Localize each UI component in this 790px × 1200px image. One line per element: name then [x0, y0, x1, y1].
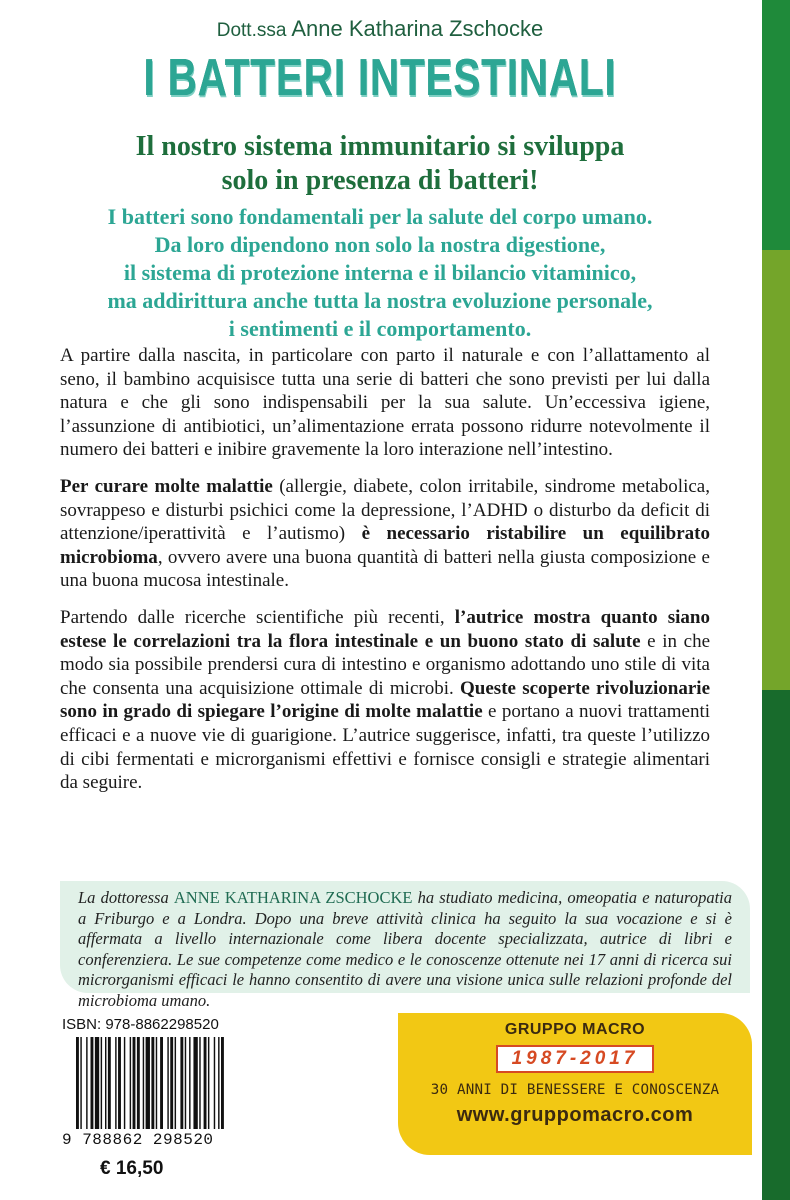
barcode-bar: [80, 1037, 81, 1129]
paragraph-3-text-2: e in che modo sia possibile prendersi cura di intestino e organismo adottando uno stile di vita che consenta una acquisizione ottimale di microbi.: [60, 630, 710, 699]
barcode-bar: [199, 1037, 200, 1129]
barcode-bar: [185, 1037, 186, 1129]
subtitle: [0, 130, 760, 198]
barcode-bar: [156, 1037, 157, 1129]
paragraph-2: [60, 475, 710, 593]
anniversary-years: 1987-2017: [496, 1045, 655, 1073]
barcode-bar: [167, 1037, 168, 1129]
barcode-bar: [101, 1037, 102, 1129]
barcode-bar: [151, 1037, 154, 1129]
paragraph-2-text-2: , ovvero avere una buona quantità di batteri nella giusta composizione e una buona mucosa intestinale.: [60, 546, 710, 592]
paragraph-3: [60, 606, 710, 795]
tagline-line: il sistema di protezione interna e il bilancio vitaminico,: [123, 260, 637, 285]
tagline-line: I batteri sono fondamentali per la salute del corpo umano.: [107, 204, 653, 229]
barcode-bar: [160, 1037, 163, 1129]
barcode-bar: [133, 1037, 136, 1129]
barcode-bar: [130, 1037, 131, 1129]
side-stripe-bottom: [762, 690, 790, 1200]
barcode-bar: [204, 1037, 207, 1129]
barcode-bar: [91, 1037, 94, 1129]
paragraph-2-text-1: (allergie, diabete, colon irritabile, sindrome metabolica, sovrappeso e disturbi psichici come la depressione, l’ADHD o disturbo da deficit di attenzione/iperattività e l’autismo): [60, 475, 710, 545]
paragraph-2-bold-1: Per curare molte malattie: [60, 475, 273, 497]
side-stripe-middle: [762, 250, 790, 690]
description-text: [60, 344, 710, 808]
tagline-line: ma addirittura anche tutta la nostra evoluzione personale,: [107, 288, 653, 313]
paragraph-3-text-3: e portano a nuovi trattamenti efficaci e a nuove vie di guarigione. L’autrice suggerisce, infatti, tra queste l’utilizzo di cibi fermentati e microrganismi effettivi e fornisce consigli e strategie alimentari da seguire.: [60, 701, 710, 794]
barcode-bar: [108, 1037, 111, 1129]
barcode-bar: [95, 1037, 99, 1129]
price: € 16,50: [100, 1158, 164, 1179]
barcode-bar: [143, 1037, 144, 1129]
barcode-bar: [180, 1037, 183, 1129]
paragraph-2-bold-2: è necessario ristabilire un equilibrato microbioma: [60, 523, 710, 568]
bio-author-name: ANNE KATHARINA ZSCHOCKE: [173, 888, 413, 907]
barcode-bar: [86, 1037, 87, 1129]
paragraph-3-bold-2: Queste scoperte rivoluzionarie sono in grado di spiegare l’origine di molte malattie: [60, 677, 711, 723]
isbn-label: ISBN: 978-8862298520: [62, 1016, 219, 1033]
barcode-bar: [214, 1037, 215, 1129]
barcode-bar: [76, 1037, 79, 1129]
barcode-bar: [105, 1037, 106, 1129]
barcode-image: [76, 1037, 264, 1129]
paragraph-1: A partire dalla nascita, in particolare con parto il naturale e con l’allattamento al seno, il bambino acquisisce tutta una serie di batteri che sono previsti per lui dalla natura e che gli sono indispensabili per la sua salute. Un’eccessiva igiene, l’assunzione di antibiotici, un’alimentazione errata possono ridurre notevolmente il numero dei batteri e inibire gravemente la loro interazione nell’intestino.: [60, 345, 710, 461]
barcode-bar: [175, 1037, 176, 1129]
paragraph-3-bold-1: l’autrice mostra quanto siano estese le correlazioni tra la flora intestinale e un buono stato di salute: [60, 606, 710, 652]
barcode-bar: [193, 1037, 197, 1129]
barcode-bar: [208, 1037, 209, 1129]
barcode-bar: [118, 1037, 121, 1129]
author-name: Anne Katharina Zschocke: [291, 16, 544, 41]
barcode-digits: 9 788862 298520: [62, 1131, 214, 1149]
anniversary-claim: 30 ANNI DI BENESSERE E CONOSCENZA: [430, 1082, 720, 1098]
book-title: I BATTERI INTESTINALI: [143, 49, 617, 107]
barcode-bar: [124, 1037, 125, 1129]
barcode-bar: [170, 1037, 173, 1129]
barcode-bar: [115, 1037, 116, 1129]
barcode-bar: [218, 1037, 219, 1129]
author-bio-box: [60, 881, 750, 1010]
publisher-website[interactable]: www.gruppomacro.com: [456, 1104, 694, 1126]
barcode-bar: [189, 1037, 190, 1129]
subtitle-line-1: Il nostro sistema immunitario si sviluppa: [135, 131, 625, 162]
bio-text: ha studiato medicina, omeopatia e naturopatia a Friburgo e a Londra. Dopo una breve attività clinica ha seguito la sua vocazione e si è affermata a livello internazionale come libera docente specializzata, autrice di libri e conferenziera. Le sue competenze come medico e le conoscenze ottenute nei 17 anni di ricerca sui microrganismi efficaci le hanno consentito di avere una visione unica sulle relazioni profonde del microbioma umano.: [78, 888, 732, 1010]
barcode-bar: [137, 1037, 140, 1129]
side-stripe-top: [762, 0, 790, 250]
author-prefix: Dott.ssa: [216, 20, 287, 41]
tagline-line: i sentimenti e il comportamento.: [228, 316, 532, 341]
bio-intro: La dottoressa: [78, 888, 174, 907]
tagline-line: Da loro dipendono non solo la nostra digestione,: [154, 232, 606, 257]
publisher-name: GRUPPO MACRO: [504, 1021, 646, 1038]
barcode-bar: [221, 1037, 224, 1129]
subtitle-line-2: solo in presenza di batteri!: [221, 165, 539, 196]
tagline: [0, 203, 760, 343]
author-line: [0, 16, 760, 42]
paragraph-3-text-1: Partendo dalle ricerche scientifiche più recenti,: [60, 606, 455, 628]
barcode-bar: [146, 1037, 150, 1129]
publisher-box: [398, 1013, 752, 1155]
